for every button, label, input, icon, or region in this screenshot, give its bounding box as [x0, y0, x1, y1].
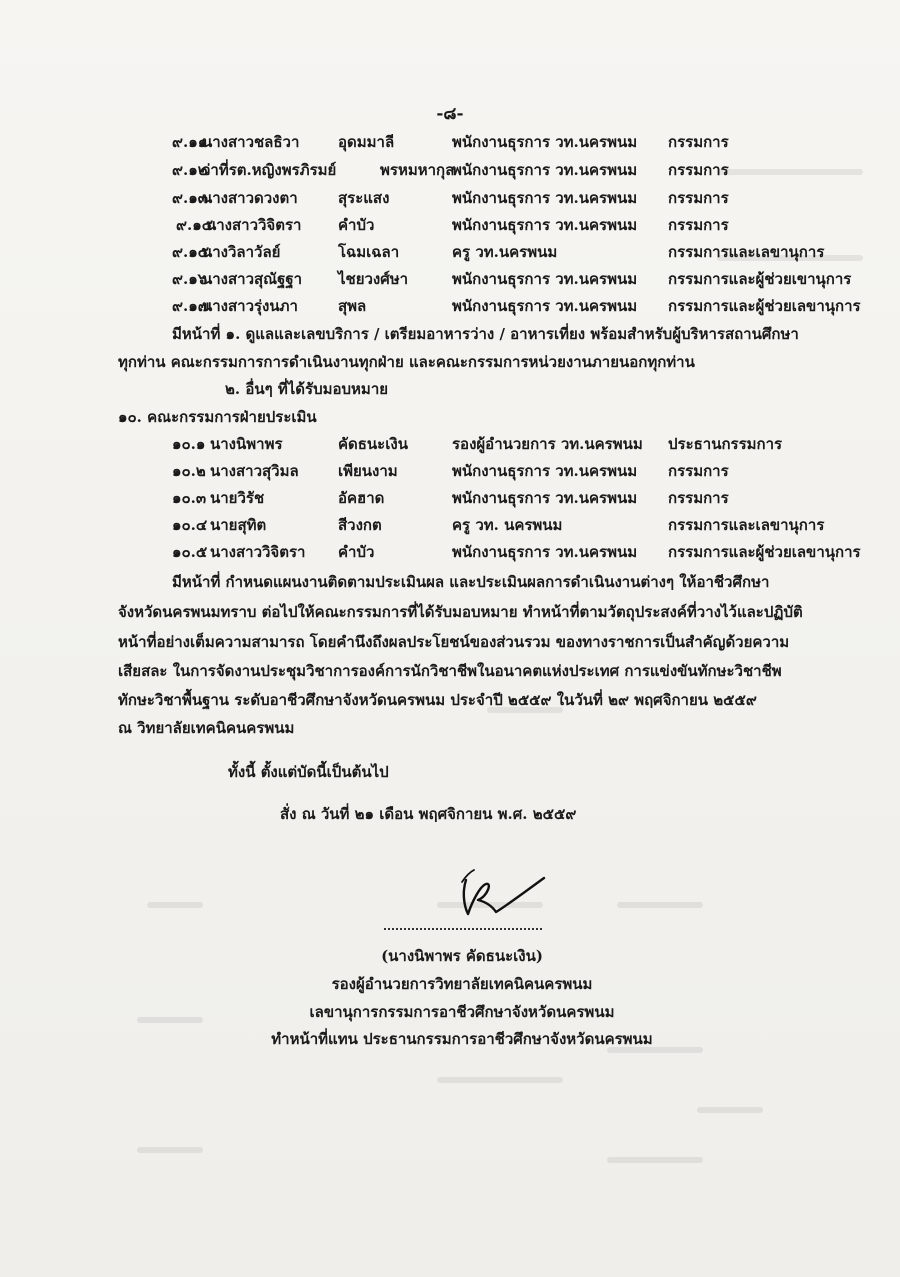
section9-duty-line: ๒. อื่นๆ ที่ได้รับมอบหมาย — [225, 380, 389, 398]
section9-duty-line: ทุกท่าน คณะกรรมการการดำเนินงานทุกฝ่าย และคณะกรรมการหน่วยงานภายนอกทุกท่าน — [118, 353, 695, 371]
member-position: พนักงานธุรการ วท.นครพนม — [452, 489, 638, 507]
member-last-name: คำบัว — [338, 543, 375, 561]
section10-duty-line: จังหวัดนครพนมทราบ ต่อไปให้คณะกรรมการที่ได้รับมอบหมาย ทำหน้าที่ตามวัตถุประสงค์ที่วางไว้และปฏิบัติ — [118, 603, 803, 621]
member-number: ๙.๑๓ — [172, 189, 208, 207]
member-number: ๙.๑๖ — [172, 270, 208, 288]
page-number: -๘- — [436, 104, 464, 124]
member-role: กรรมการและเลขานุการ — [668, 243, 825, 261]
member-position: ครู วท. นครพนม — [452, 516, 563, 534]
member-first-name: นางสาววิจิตรา — [210, 543, 306, 561]
member-position: ครู วท.นครพนม — [452, 243, 558, 261]
signer-name: (นางนิพาพร คัดธนะเงิน) — [381, 947, 543, 965]
member-last-name: โฉมเฉลา — [338, 243, 400, 261]
member-number: ๙.๑๕ — [172, 243, 210, 261]
signer-title: ทำหน้าที่แทน ประธานกรรมการอาชีวศึกษาจังหวัดนครพนม — [271, 1030, 653, 1048]
section10-duty-line: มีหน้าที่ กำหนดแผนงานติดตามประเมินผล และประเมินผลการดำเนินงานต่างๆ ให้อาชีวศึกษา — [172, 573, 770, 591]
member-last-name: สีวงกต — [338, 516, 382, 534]
member-number: ๑๐.๓ — [172, 489, 207, 507]
member-number: ๑๐.๒ — [172, 462, 206, 480]
member-number: ๙.๑๒ — [172, 161, 208, 179]
member-last-name: พรหมหากุล — [380, 161, 455, 179]
member-first-name: นางสาวดวงตา — [202, 189, 298, 207]
member-role: กรรมการและผู้ช่วยเขานุการ — [668, 270, 852, 288]
member-position: พนักงานธุรการ วท.นครพนม — [452, 543, 638, 561]
member-position: พนักงานธุรการ วท.นครพนม — [452, 462, 638, 480]
member-last-name: อุดมมาลี — [338, 133, 395, 151]
section9-duty-line: มีหน้าที่ ๑. ดูแลและเลขบริการ / เตรียมอาหารว่าง / อาหารเที่ยง พร้อมสำหรับผู้บริหารสถานศึกษา — [172, 325, 799, 343]
member-last-name: ไชยวงศ์ษา — [338, 270, 409, 288]
member-number: ๙.๑๑ — [172, 133, 208, 151]
member-position: พนักงานธุรการ วท.นครพนม — [452, 270, 638, 288]
member-position: พนักงานธุรการ วท.นครพนม — [452, 216, 638, 234]
member-number: ๙.๑๔ — [176, 216, 214, 234]
member-number: ๑๐.๔ — [172, 516, 208, 534]
member-first-name: ว่าที่รต.หญิงพรภิรมย์ — [202, 161, 337, 179]
member-last-name: อัคฮาด — [338, 489, 385, 507]
section10-duty-line: หน้าที่อย่างเต็มความสามารถ โดยคำนึงถึงผลประโยชน์ของส่วนรวม ของทางราชการเป็นสำคัญด้วยความ — [118, 633, 790, 651]
signer-title: เลขานุการกรรมการอาชีวศึกษาจังหวัดนครพนม — [309, 1003, 615, 1021]
member-last-name: คำบัว — [338, 216, 375, 234]
member-number: ๙.๑๗ — [172, 297, 210, 315]
section10-duty-line: เสียสละ ในการจัดงานประชุมวิชาการองค์การนักวิชาชีพในอนาคตแห่งประเทศ การแข่งขันทักษะวิชาชีพ — [118, 662, 782, 680]
member-first-name: นายสุทิต — [210, 516, 267, 534]
member-position: รองผู้อำนวยการ วท.นครพนม — [452, 435, 643, 453]
member-position: พนักงานธุรการ วท.นครพนม — [452, 161, 638, 179]
section-title: ๑๐. คณะกรรมการฝ่ายประเมิน — [118, 408, 317, 426]
member-last-name: คัดธนะเงิน — [338, 435, 408, 453]
member-last-name: สุพล — [338, 297, 367, 315]
member-last-name: สุระแสง — [338, 189, 390, 207]
section10-duty-line: ทักษะวิชาพื้นฐาน ระดับอาชีวศึกษาจังหวัดนครพนม ประจำปี ๒๕๕๙ ในวันที่ ๒๙ พฤศจิกายน ๒๕๕๙ — [118, 691, 757, 709]
member-role: กรรมการ — [668, 161, 729, 179]
member-number: ๑๐.๑ — [172, 435, 206, 453]
member-first-name: นางวิลาวัลย์ — [202, 243, 281, 261]
section10-duty-line: ณ วิทยาลัยเทคนิคนครพนม — [118, 719, 295, 737]
member-role: กรรมการ — [668, 133, 729, 151]
member-role: กรรมการและผู้ช่วยเลขานุการ — [668, 297, 861, 315]
effective-statement: ทั้งนี้ ตั้งแต่บัดนี้เป็นต้นไป — [228, 763, 389, 781]
member-position: พนักงานธุรการ วท.นครพนม — [452, 133, 638, 151]
member-position: พนักงานธุรการ วท.นครพนม — [452, 189, 638, 207]
member-number: ๑๐.๕ — [172, 543, 208, 561]
member-first-name: นายวิรัช — [210, 489, 265, 507]
signer-title: รองผู้อำนวยการวิทยาลัยเทคนิคนครพนม — [331, 975, 593, 993]
member-first-name: นางสาวชลธิวา — [202, 133, 300, 151]
member-role: ประธานกรรมการ — [668, 435, 783, 453]
member-first-name: นางสาวสุณัฐฐา — [202, 270, 303, 288]
member-first-name: นางสาววิจิตรา — [206, 216, 302, 234]
member-role: กรรมการและเลขานุการ — [668, 516, 825, 534]
member-first-name: นางสาวสุวิมล — [210, 462, 299, 480]
member-role: กรรมการ — [668, 462, 729, 480]
member-position: พนักงานธุรการ วท.นครพนม — [452, 297, 638, 315]
member-role: กรรมการ — [668, 489, 729, 507]
order-date: สั่ง ณ วันที่ ๒๑ เดือน พฤศจิกายน พ.ศ. ๒๕๕๙ — [280, 805, 577, 823]
member-role: กรรมการ — [668, 189, 729, 207]
signature-line — [384, 928, 542, 930]
member-role: กรรมการและผู้ช่วยเลขานุการ — [668, 543, 861, 561]
member-first-name: นางสาวรุ่งนภา — [202, 297, 298, 315]
member-role: กรรมการ — [668, 216, 729, 234]
signature-image — [452, 862, 552, 924]
member-last-name: เพียนงาม — [338, 462, 398, 480]
member-first-name: นางนิพาพร — [210, 435, 283, 453]
